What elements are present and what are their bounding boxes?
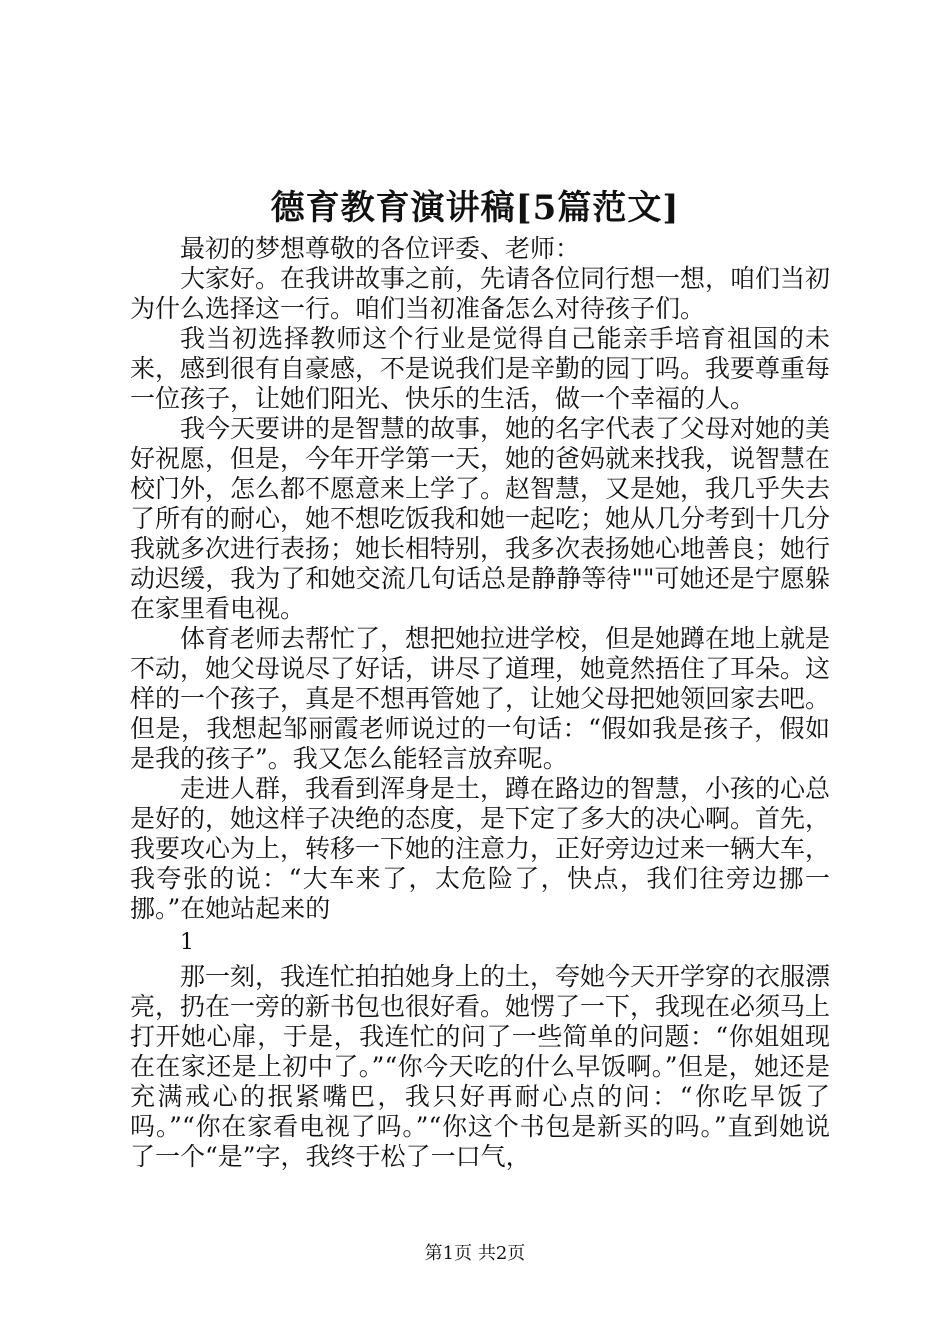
document-body <box>130 234 830 1172</box>
paragraph: 体育老师去帮忙了，想把她拉进学校，但是她蹲在地上就是不动，她父母说尽了好话，讲尽了道理，她竟然捂住了耳朵。这样的一个孩子，真是不想再管她了，让她父母把她领回家去吧。但是，我想起邹丽霞老师说过的一句话：“假如我是孩子，假如是我的孩子”。我又怎么能轻言放弃呢。 <box>130 624 831 773</box>
inline-page-number: 1 <box>180 930 194 955</box>
paragraph: 我今天要讲的是智慧的故事，她的名字代表了父母对她的美好祝愿，但是，今年开学第一天，她的爸妈就来找我，说智慧在校门外，怎么都不愿意来上学了。赵智慧，又是她，我几乎失去了所有的耐心，她不想吃饭我和她一起吃；她从几分考到十几分我就多次进行表扬；她长相特别，我多次表扬她心地善良；她行动迟缓，我为了和她交流几句话总是静静等待""可她还是宁愿躲在家里看电视。 <box>130 414 831 623</box>
page-footer: 第1页 共2页 <box>424 1243 526 1264</box>
paragraph: 那一刻，我连忙拍拍她身上的土，夸她今天开学穿的衣服漂亮，扔在一旁的新书包也很好看。她愣了一下，我现在必须马上打开她心扉，于是，我连忙的问了一些简单的问题：“你姐姐现在在家还是上初中了。”“你今天吃的什么早饭啊。”但是，她还是充满戒心的抿紧嘴巴，我只好再耐心点的问：“你吃早饭了吗。”“你在家看电视了吗。”“你这个书包是新买的吗。”直到她说了一个“是”字，我终于松了一口气， <box>130 962 831 1171</box>
paragraph: 走进人群，我看到浑身是土，蹲在路边的智慧，小孩的心总是好的，她这样子决绝的态度，是下定了多大的决心啊。首先，我要攻心为上，转移一下她的注意力，正好旁边过来一辆大车，我夸张的说：“大车来了，太危险了，快点，我们往旁边挪一挪。”在她站起来的 <box>130 774 831 923</box>
paragraph: 大家好。在我讲故事之前，先请各位同行想一想，咱们当初为什么选择这一行。咱们当初准备怎么对待孩子们。 <box>130 264 831 323</box>
paragraph: 我当初选择教师这个行业是觉得自己能亲手培育祖国的未来，感到很有自豪感，不是说我们是辛勤的园丁吗。我要尊重每一位孩子，让她们阳光、快乐的生活，做一个幸福的人。 <box>130 324 831 413</box>
paragraph: 最初的梦想尊敬的各位评委、老师： <box>180 234 581 263</box>
document-title: 德育教育演讲稿[5篇范文] <box>270 188 680 228</box>
